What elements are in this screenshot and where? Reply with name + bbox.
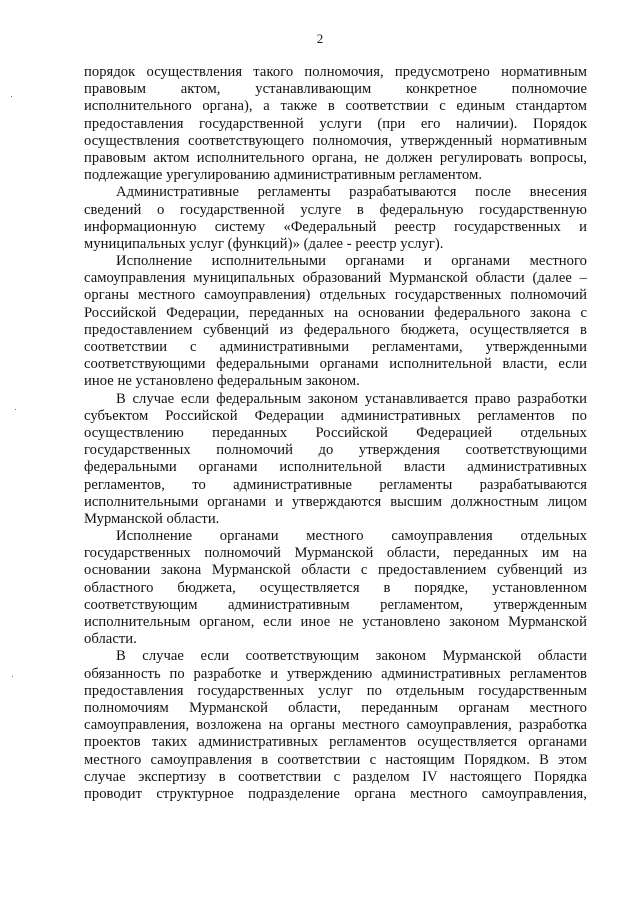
text-line: основании закона Мурманской области с предоставлением субвенций из (84, 562, 587, 579)
text-line: Исполнение исполнительными органами и органами местного (116, 253, 587, 270)
text-line: муниципальных услуг (функций)» (далее - реестр услуг). (84, 235, 444, 252)
text-line: правовым актом исполнительного органа, не должен регулировать вопросы, (84, 149, 587, 166)
text-line: Российской Федерации, переданных на основании федерального закона с (84, 304, 587, 321)
text-line: областного бюджета, осуществляется в порядке, установленном (84, 579, 587, 596)
text-line: осуществления соответствующего полномочия, утвержденный нормативным (84, 132, 587, 149)
text-line: исполнительными органами и утверждаются высшим должностным лицом (84, 493, 587, 510)
text-line: подлежащие урегулированию административным регламентом. (84, 167, 483, 184)
text-line: предоставления государственных услуг по отдельным государственным (84, 682, 587, 699)
text-line: обязанность по разработке и утверждению административных регламентов (84, 665, 587, 682)
text-line: самоуправления муниципальных образований Мурманской области (далее – (84, 270, 587, 287)
text-line: предоставления государственной услуги (при его наличии). Порядок (84, 115, 587, 132)
text-line: Административные регламенты разрабатываются после внесения (116, 184, 587, 201)
text-line: государственных полномочий Мурманской области, переданных им на (84, 545, 587, 562)
text-line: проектов таких административных регламентов осуществляется органами (84, 734, 587, 751)
text-line: осуществлению переданных Российской Федерацией отдельных (84, 424, 587, 441)
text-line: проводит структурное подразделение органа местного самоуправления, (84, 785, 587, 802)
text-line: самоуправления, возложена на органы местного самоуправления, разработка (84, 717, 587, 734)
text-line: В случае если федеральным законом устанавливается право разработки (116, 390, 587, 407)
text-line: иное не установлено федеральным законом. (84, 373, 360, 390)
text-line: случае экспертизу в соответствии с разделом IV настоящего Порядка (84, 768, 587, 785)
text-line: исполнительного органа), а также в соответствии с единым стандартом (84, 98, 587, 115)
text-line: Мурманской области. (84, 510, 220, 527)
text-line: области. (84, 631, 137, 648)
text-line: сведений о государственной услуге в федеральную государственную (84, 201, 587, 218)
text-line: соответствующими федеральными органами исполнительной власти, если (84, 356, 587, 373)
text-line: субъектом Российской Федерации административных регламентов по (84, 407, 587, 424)
text-line: порядок осуществления такого полномочия, предусмотрено нормативным (84, 64, 587, 80)
text-line: органы местного самоуправления) отдельных государственных полномочий (84, 287, 587, 304)
text-line: соответствующим административным регламентом, утвержденным (84, 596, 587, 613)
text-line: В случае если соответствующим законом Мурманской области (116, 648, 587, 665)
page-number: 2 (316, 31, 324, 46)
text-line: федеральными органами исполнительной власти административных (84, 459, 587, 476)
text-line: государственных полномочий до утверждения соответствующими (84, 442, 587, 459)
scan-speck (15, 409, 16, 410)
text-line: регламентов, то административные регламенты разрабатываются (84, 476, 587, 493)
text-line: Исполнение органами местного самоуправления отдельных (116, 528, 587, 545)
scan-speck (11, 96, 12, 97)
text-line: предоставлением субвенций из федерального бюджета, осуществляется в (84, 321, 587, 338)
text-line: информационную систему «Федеральный реестр государственных и (84, 218, 587, 235)
scan-speck (12, 676, 13, 677)
text-line: соответствии с административными регламентами, утвержденными (84, 339, 587, 355)
text-line: полномочиям Мурманской области, переданным органам местного (84, 699, 587, 716)
text-line: местного самоуправления в соответствии с настоящим Порядком. В этом (84, 751, 587, 768)
text-line: правовым актом, устанавливающим конкретное полномочие (84, 81, 587, 98)
text-line: исполнительным органом, если иное не установлено законом Мурманской (84, 614, 587, 630)
document-body (84, 64, 587, 803)
